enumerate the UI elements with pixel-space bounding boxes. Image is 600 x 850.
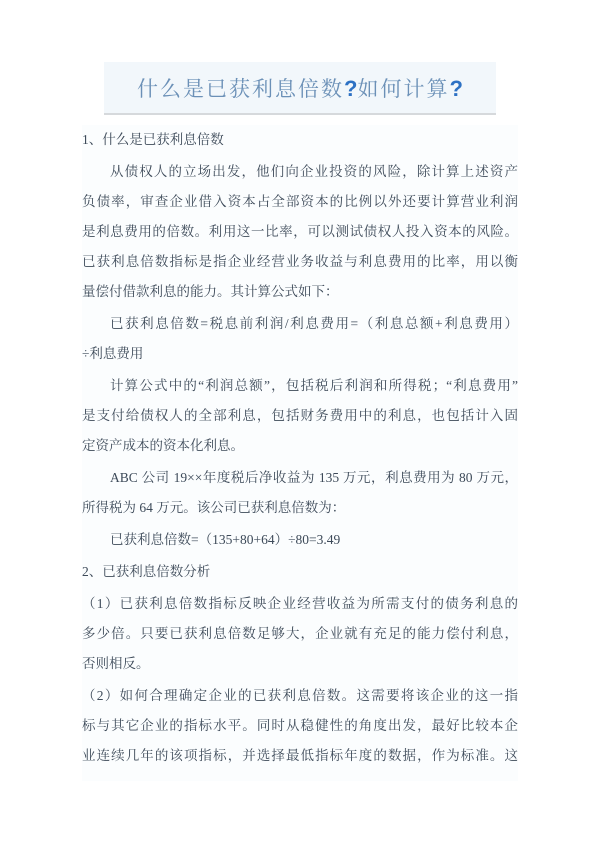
- article-body: [82, 125, 518, 781]
- section-heading: [82, 557, 518, 587]
- text-line: ABC 公司 19××年度税后净收益为 135 万元，利息费用为 80 万元，: [110, 470, 518, 485]
- paragraph: [82, 157, 518, 307]
- text-line: 多少倍。只要已获利息倍数足够大，企业就有充足的能力偿付利息，: [82, 626, 518, 641]
- paragraph: [82, 309, 518, 369]
- text-line: 从债权人的立场出发，他们向企业投资的风险，除计算上述资产: [110, 164, 518, 179]
- article-header: [104, 62, 496, 115]
- text-line: 是支付给债权人的全部利息，包括财务费用中的利息，也包括计入固: [82, 408, 518, 423]
- paragraph: [82, 589, 518, 679]
- text-line: ÷利息费用: [82, 346, 144, 361]
- paragraph: [82, 681, 518, 771]
- text-line: 所得税为 64 万元。该公司已获利息倍数为：: [82, 500, 346, 515]
- text-line: 量偿付借款利息的能力。其计算公式如下：: [82, 284, 339, 299]
- text-line: 1、什么是已获利息倍数: [82, 132, 224, 147]
- text-line: 否则相反。: [82, 656, 150, 671]
- page-title: [137, 73, 463, 103]
- text-line: 已获利息倍数=税息前利润/利息费用=（利息总额+利息费用）: [110, 316, 518, 331]
- title-text-2: 如何计算: [357, 76, 450, 101]
- text-line: 业连续几年的该项指标，并选择最低指标年度的数据，作为标准。这: [82, 748, 518, 763]
- paragraph: [82, 463, 518, 523]
- text-line: 2、已获利息倍数分析: [82, 564, 211, 579]
- paragraph: [82, 525, 518, 555]
- text-line: 已获利息倍数=（135+80+64）÷80=3.49: [110, 532, 341, 547]
- text-line: 负债率，审查企业借入资本占全部资本的比例以外还要计算营业利润: [82, 194, 518, 209]
- question-mark-icon: ?: [344, 75, 358, 101]
- title-text-1: 什么是已获利息倍数: [137, 76, 345, 101]
- question-mark-icon: ?: [449, 75, 463, 101]
- section-heading: [82, 125, 518, 155]
- text-line: 标与其它企业的指标水平。同时从稳健性的角度出发，最好比较本企: [82, 718, 518, 733]
- text-line: 已获利息倍数指标是指企业经营业务收益与利息费用的比率，用以衡: [82, 254, 518, 269]
- text-line: （2）如何合理确定企业的已获利息倍数。这需要将该企业的这一指: [82, 688, 518, 703]
- text-line: （1）已获利息倍数指标反映企业经营收益为所需支付的债务利息的: [82, 596, 518, 611]
- text-line: 计算公式中的“利润总额”，包括税后利润和所得税；“利息费用”: [110, 378, 518, 393]
- text-line: 定资产成本的资本化利息。: [82, 438, 244, 453]
- text-line: 是利息费用的倍数。利用这一比率，可以测试债权人投入资本的风险。: [82, 224, 518, 239]
- paragraph: [82, 371, 518, 461]
